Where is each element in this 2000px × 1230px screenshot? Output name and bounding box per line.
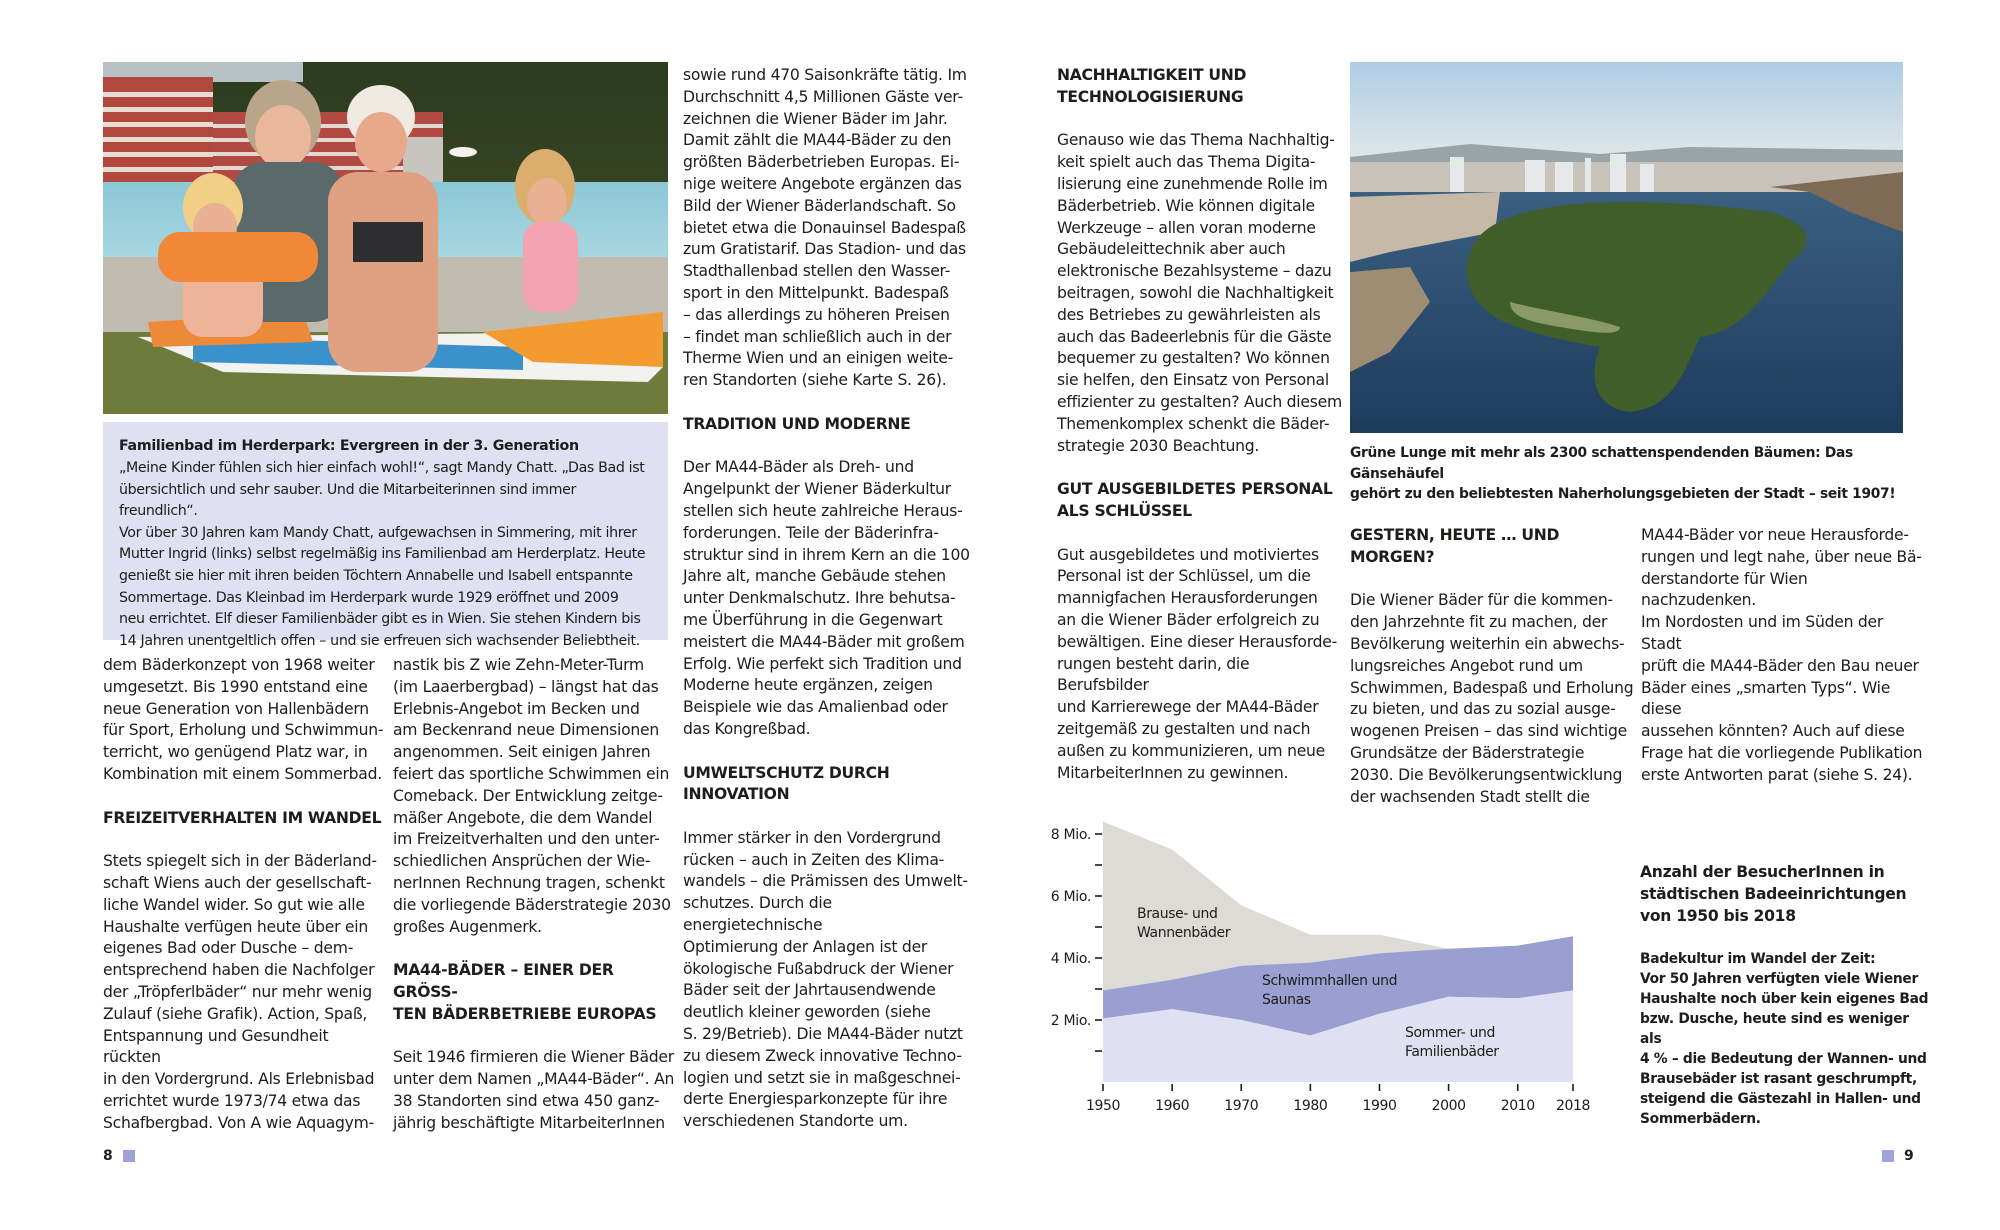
text-line: an die Wiener Bäder erfolgreich zu: [1057, 610, 1320, 629]
text-line: eigenes Bad oder Dusche – dem-: [103, 939, 354, 958]
text-line: Stadthallenbad stellen den Wasser-: [683, 262, 951, 281]
text-line: terricht, wo genügend Platz war, in: [103, 743, 368, 762]
text-line: mäßer Angebote, die dem Wandel: [393, 808, 653, 827]
left-column-2: [393, 655, 678, 1135]
text-line: Haushalte noch über kein eigenes Bad: [1640, 991, 1929, 1008]
section-heading-umweltschutz: [683, 763, 973, 807]
text-line: lungsreiches Angebot rund um: [1350, 656, 1583, 675]
text-line: Die Wiener Bäder für die kommen-: [1350, 591, 1613, 610]
chart-title: [1640, 862, 1930, 927]
text-line: Anzahl der BesucherInnen in: [1640, 863, 1885, 881]
caption-line: Mutter Ingrid (links) selbst regelmäßig ins Familienbad am Herderplatz. Heute: [119, 546, 646, 563]
y-axis-tick-label: 2 Mio.: [1050, 1013, 1091, 1029]
caption-line: übersichtlich und sehr sauber. Und die Mitarbeiterinnen sind immer freundlich“.: [119, 481, 576, 520]
aerial-gaensehaeufel-photo: [1350, 62, 1903, 433]
text-line: bequemer zu gestalten? Wo können: [1057, 349, 1330, 368]
text-line: schiedlichen Ansprüchen der Wie-: [393, 852, 651, 871]
text-line: NACHHALTIGKEIT UND: [1057, 66, 1247, 84]
text-line: forderungen. Teile der Bäderinfra-: [683, 523, 939, 542]
text-line: Bäder seit der Jahrtausendwende: [683, 981, 936, 1000]
text-line: struktur sind in ihrem Kern an die 100: [683, 545, 970, 564]
section-heading-freizeitverhalten: FREIZEITVERHALTEN IM WANDEL: [103, 808, 382, 827]
page-number-label: 8: [103, 1148, 113, 1164]
text-line: prüft die MA44-Bäder den Bau neuer: [1641, 656, 1919, 675]
aerial-photo-caption: [1350, 443, 1910, 505]
text-line: Bäderbetrieb. Wie können digitale: [1057, 196, 1315, 215]
series-label: Wannenbäder: [1137, 925, 1231, 941]
text-line: das Kongreßbad.: [683, 719, 811, 738]
family-pool-photo-illustration: [103, 62, 668, 414]
text-line: dem Bäderkonzept von 1968 weiter: [103, 656, 375, 674]
text-line: Jahre alt, manche Gebäude stehen: [683, 567, 946, 586]
text-line: Therme Wien und an einigen weite-: [683, 349, 953, 368]
x-axis-tick-label: 2018: [1555, 1098, 1591, 1114]
text-line: Erfolg. Wie perfekt sich Tradition und: [683, 654, 962, 673]
text-line: Beispiele wie das Amalienbad oder: [683, 698, 948, 717]
text-line: rungen besteht darin, die Berufsbilder: [1057, 654, 1250, 695]
text-line: mannigfachen Herausforderungen: [1057, 589, 1318, 608]
section-body-nachhaltigkeit: [1057, 130, 1342, 457]
text-line: zu bieten, und das zu sozial ausge-: [1350, 700, 1616, 719]
text-line: zeitgemäß zu gestalten und nach: [1057, 719, 1311, 738]
family-pool-photo: [103, 62, 668, 414]
text-line: aussehen könnten? Auch auf diese: [1641, 722, 1905, 741]
caption-line: Grüne Lunge mit mehr als 2300 schattenspendenden Bäumen: Das Gänsehäufel: [1350, 445, 1853, 482]
text-line: Bild der Wiener Bäderlandschaft. So: [683, 196, 956, 215]
text-line: erste Antworten parat (siehe S. 24).: [1641, 765, 1913, 784]
text-line: im Freizeitverhalten und den unter-: [393, 830, 660, 849]
text-line: außen zu kommunizieren, um neue: [1057, 741, 1326, 760]
text-line: Erlebnis-Angebot im Becken und: [393, 699, 640, 718]
text-line: auch das Badeerlebnis für die Gäste: [1057, 327, 1332, 346]
text-line: TEN BÄDERBETRIEBE EUROPAS: [393, 1004, 657, 1023]
text-line: effizienter zu gestalten? Auch diesem: [1057, 392, 1342, 411]
text-line: Schwimmen, Badespaß und Erholung: [1350, 678, 1634, 697]
right-column-2: [1350, 525, 1635, 808]
page-marker-square-icon: [123, 1150, 135, 1162]
y-axis-tick-label: 4 Mio.: [1050, 951, 1091, 967]
text-line: großes Augenmerk.: [393, 917, 542, 936]
text-line: strategie 2030 Beachtung.: [1057, 436, 1260, 455]
text-line: unter dem Namen „MA44-Bäder“. An: [393, 1070, 675, 1089]
caption-text: [119, 458, 652, 652]
left-column-3: [683, 65, 973, 1133]
x-axis-tick-label: 1970: [1224, 1098, 1259, 1114]
caption-line: genießt sie hier mit ihren beiden Töchtern Annabelle und Isabell entspannte: [119, 567, 633, 584]
section-heading-tradition: TRADITION UND MODERNE: [683, 414, 911, 433]
text-line: (im Laaerbergbad) – längst hat das: [393, 677, 659, 696]
text-line: logien und setzt sie in maßgeschnei-: [683, 1068, 961, 1087]
text-line: lisierung eine zunehmende Rolle im: [1057, 174, 1328, 193]
text-line: Seit 1946 firmieren die Wiener Bäder: [393, 1048, 674, 1067]
text-line: für Sport, Erholung und Schwimmun-: [103, 721, 384, 740]
text-line: Im Nordosten und im Süden der Stadt: [1641, 613, 1884, 653]
series-label: Familienbäder: [1405, 1044, 1499, 1060]
text-line: die vorliegende Bäderstrategie 2030: [393, 895, 671, 914]
right-column-1: [1057, 65, 1342, 784]
chart-description: [1640, 862, 1930, 1129]
section-body-continued: [1641, 525, 1926, 787]
text-line: rungen und legt nahe, über neue Bä-: [1641, 547, 1922, 566]
text-line: größten Bäderbetrieben Europas. Ei-: [683, 153, 960, 172]
text-line: – findet man schließlich auch in der: [683, 327, 952, 346]
text-line: schutzes. Durch die energietechnische: [683, 894, 832, 935]
text-line: sie helfen, den Einsatz von Personal: [1057, 371, 1329, 390]
section-body-umweltschutz: [683, 828, 973, 1133]
text-line: Haushalte verfügen heute über ein: [103, 917, 368, 936]
text-line: Kombination mit einem Sommerbad.: [103, 764, 382, 783]
text-line: jährig beschäftigte MitarbeiterInnen: [393, 1113, 665, 1132]
text-line: Badekultur im Wandel der Zeit:: [1640, 951, 1876, 968]
text-line: nastik bis Z wie Zehn-Meter-Turm: [393, 656, 644, 674]
text-line: am Beckenrand neue Dimensionen: [393, 721, 659, 740]
series-label: Saunas: [1262, 992, 1311, 1008]
text-line: INNOVATION: [683, 785, 790, 804]
text-line: neue Generation von Hallenbädern: [103, 699, 369, 718]
page-number-right: [1882, 1148, 1914, 1164]
text-line: Bäder eines „smarten Typs“. Wie diese: [1641, 678, 1891, 719]
column-intro-text: [683, 65, 973, 392]
text-line: zu diesem Zweck innovative Techno-: [683, 1046, 962, 1065]
text-line: 4 % – die Bedeutung der Wannen- und: [1640, 1051, 1927, 1068]
text-line: bietet etwa die Donauinsel Badespaß: [683, 218, 966, 237]
text-line: keit spielt auch das Thema Digita-: [1057, 153, 1316, 172]
text-line: beitragen, sowohl die Nachhaltigkeit: [1057, 283, 1334, 302]
y-axis-tick-label: 8 Mio.: [1050, 827, 1091, 843]
text-line: den Jahrzehnte fit zu machen, der: [1350, 613, 1608, 632]
text-line: Themenkomplex schenkt die Bäder-: [1057, 414, 1330, 433]
text-line: Bevölkerung weiterhin ein abwechs-: [1350, 634, 1625, 653]
page-marker-square-icon: [1882, 1150, 1894, 1162]
section-heading-nachhaltigkeit: [1057, 65, 1342, 109]
text-line: Moderne heute ergänzen, zeigen: [683, 676, 933, 695]
text-line: Gebäudeleittechnik aber auch: [1057, 240, 1286, 259]
text-line: errichtet wurde 1973/74 etwa das: [103, 1091, 361, 1110]
text-line: Der MA44-Bäder als Dreh- und: [683, 458, 914, 477]
text-line: ren Standorten (siehe Karte S. 26).: [683, 371, 947, 390]
section-heading-gestern-heute-morgen: GESTERN, HEUTE … UND MORGEN?: [1350, 526, 1560, 566]
text-line: Brausebäder ist rasant geschrumpft,: [1640, 1071, 1917, 1088]
text-line: MitarbeiterInnen zu gewinnen.: [1057, 763, 1289, 782]
text-line: verschiedenen Standorte um.: [683, 1112, 908, 1131]
text-line: Angelpunkt der Wiener Bäderkultur: [683, 480, 951, 499]
text-line: me Überführung in die Gegenwart: [683, 610, 943, 629]
x-axis-tick-label: 2000: [1431, 1098, 1466, 1114]
x-axis-tick-label: 1980: [1293, 1098, 1328, 1114]
text-line: Entspannung und Gesundheit rückten: [103, 1026, 329, 1067]
text-line: in den Vordergrund. Als Erlebnisbad: [103, 1070, 375, 1089]
aerial-photo-illustration: [1350, 62, 1903, 433]
text-line: nige weitere Angebote ergänzen das: [683, 174, 962, 193]
text-line: Schafbergbad. Von A wie Aquagym-: [103, 1113, 374, 1132]
text-line: schaft Wiens auch der gesellschaft-: [103, 873, 372, 892]
text-line: entsprechend haben die Nachfolger: [103, 961, 375, 980]
text-line: Stets spiegelt sich in der Bäderland-: [103, 852, 377, 871]
text-line: und Karrierewege der MA44-Bäder: [1057, 698, 1319, 717]
text-line: MA44-BÄDER – EINER DER GRÖSS-: [393, 961, 614, 1001]
text-line: Personal ist der Schlüssel, um die: [1057, 567, 1311, 586]
text-line: meistert die MA44-Bäder mit großem: [683, 632, 965, 651]
text-line: zum Gratistarif. Das Stadion- und das: [683, 240, 966, 259]
text-line: elektronische Bezahlsysteme – dazu: [1057, 262, 1332, 281]
text-line: Vor 50 Jahren verfügten viele Wiener: [1640, 971, 1918, 988]
text-line: Durchschnitt 4,5 Millionen Gäste ver-: [683, 87, 963, 106]
section-heading-personal: [1057, 479, 1342, 523]
series-label: Schwimmhallen und: [1262, 973, 1398, 989]
section-body-freizeitverhalten: [103, 851, 388, 1134]
text-line: der wachsenden Stadt stellt die: [1350, 787, 1590, 806]
section-body-gestern-heute-morgen: [1350, 590, 1635, 808]
x-axis-tick-label: 1960: [1155, 1098, 1190, 1114]
text-line: Sommerbädern.: [1640, 1111, 1761, 1128]
left-column-1: [103, 655, 388, 1135]
caption-line: Vor über 30 Jahren kam Mandy Chatt, aufgewachsen in Simmering, mit ihrer: [119, 524, 637, 541]
text-line: MA44-Bäder vor neue Herausforde-: [1641, 526, 1909, 544]
text-line: bzw. Dusche, heute sind es weniger als: [1640, 1011, 1909, 1048]
x-axis-tick-label: 1950: [1085, 1098, 1121, 1114]
text-line: von 1950 bis 2018: [1640, 906, 1796, 925]
text-line: Immer stärker in den Vordergrund: [683, 828, 941, 847]
section-body-ma44: [393, 1047, 678, 1134]
series-label: Brause- und: [1137, 906, 1218, 922]
text-line: 2030. Die Bevölkerungsentwicklung: [1350, 765, 1623, 784]
text-line: Frage hat die vorliegende Publikation: [1641, 743, 1923, 762]
section-body-personal: [1057, 545, 1342, 785]
text-line: – das allerdings zu höheren Preisen: [683, 305, 950, 324]
caption-line: gehört zu den beliebtesten Naherholungsgebieten der Stadt – seit 1907!: [1350, 486, 1896, 502]
section-body-tradition: [683, 457, 973, 740]
text-line: Optimierung der Anlagen ist der: [683, 937, 928, 956]
text-line: Gut ausgebildetes und motiviertes: [1057, 545, 1319, 564]
text-line: zeichnen die Wiener Bäder im Jahr.: [683, 109, 948, 128]
text-line: ALS SCHLÜSSEL: [1057, 501, 1192, 520]
text-line: nerInnen Rechnung tragen, schenkt: [393, 873, 665, 892]
right-column-3: [1641, 525, 1926, 787]
y-axis-tick-label: 6 Mio.: [1050, 889, 1091, 905]
text-line: unter Denkmalschutz. Ihre behutsa-: [683, 589, 956, 608]
page-number-label: 9: [1904, 1148, 1914, 1164]
x-axis-tick-label: 2010: [1500, 1098, 1535, 1114]
text-line: Grundsätze der Bäderstrategie: [1350, 743, 1585, 762]
text-line: umgesetzt. Bis 1990 entstand eine: [103, 677, 368, 696]
text-line: Damit zählt die MA44-Bäder zu den: [683, 131, 952, 150]
text-line: UMWELTSCHUTZ DURCH: [683, 763, 890, 782]
caption-line: 14 Jahren unentgeltlich offen – und sie erfreuen sich wachsender Beliebtheit.: [119, 632, 640, 649]
text-line: wandels – die Prämissen des Umwelt-: [683, 872, 968, 891]
series-label: Sommer- und: [1405, 1025, 1495, 1041]
text-line: bewältigen. Eine dieser Herausforde-: [1057, 632, 1337, 651]
text-line: Zulauf (siehe Grafik). Action, Spaß,: [103, 1004, 368, 1023]
caption-line: „Meine Kinder fühlen sich hier einfach wohl!“, sagt Mandy Chatt. „Das Bad ist: [119, 460, 645, 476]
caption-line: neu errichtet. Elf dieser Familienbäder gibt es in Wien. Sie stehen Kindern bis: [119, 611, 641, 628]
text-line: feiert das sportliche Schwimmen ein: [393, 764, 670, 783]
text-line: stellen sich heute zahlreiche Heraus-: [683, 501, 963, 520]
text-line: sowie rund 470 Saisonkräfte tätig. Im: [683, 66, 967, 84]
text-line: S. 29/Betrieb). Die MA44-Bäder nutzt: [683, 1025, 963, 1044]
text-line: wogenen Preisen – das sind wichtige: [1350, 722, 1628, 741]
text-line: liche Wandel wider. So gut wie alle: [103, 895, 365, 914]
text-line: deutlich kleiner geworden (siehe: [683, 1003, 931, 1022]
caption-line: Sommertage. Das Kleinbad im Herderpark wurde 1929 eröffnet und 2009: [119, 589, 619, 606]
chart-canvas: [1040, 815, 1620, 1135]
column-intro-text: [393, 655, 678, 938]
text-line: ökologische Fußabdruck der Wiener: [683, 959, 954, 978]
text-line: rücken – auch in Zeiten des Klima-: [683, 850, 945, 869]
caption-title: Familienbad im Herderpark: Evergreen in der 3. Generation: [119, 438, 579, 454]
text-line: Genauso wie das Thema Nachhaltig-: [1057, 131, 1335, 150]
text-line: städtischen Badeeinrichtungen: [1640, 884, 1907, 903]
text-line: steigend die Gästezahl in Hallen- und: [1640, 1091, 1921, 1108]
section-heading-ma44: [393, 960, 678, 1025]
text-line: derte Energiesparkonzepte für ihre: [683, 1090, 948, 1109]
chart-explanation: [1640, 949, 1930, 1129]
x-axis-tick-label: 1990: [1362, 1098, 1397, 1114]
text-line: der „Tröpferlbäder“ nur mehr wenig: [103, 982, 372, 1001]
text-line: derstandorte für Wien nachzudenken.: [1641, 569, 1808, 610]
text-line: sport in den Mittelpunkt. Badespaß: [683, 283, 949, 302]
text-line: angenommen. Seit einigen Jahren: [393, 743, 651, 762]
text-line: 38 Standorten sind etwa 450 ganz-: [393, 1091, 660, 1110]
text-line: des Betriebes zu gewährleisten als: [1057, 305, 1321, 324]
column-intro-text: [103, 655, 388, 786]
text-line: Comeback. Der Entwicklung zeitge-: [393, 786, 663, 805]
text-line: TECHNOLOGISIERUNG: [1057, 87, 1244, 106]
family-photo-caption: [103, 422, 668, 649]
text-line: GUT AUSGEBILDETES PERSONAL: [1057, 480, 1333, 499]
page-number-left: [103, 1148, 135, 1164]
visitor-stacked-area-chart: [1040, 815, 1620, 1135]
text-line: Werkzeuge – allen voran moderne: [1057, 218, 1316, 237]
